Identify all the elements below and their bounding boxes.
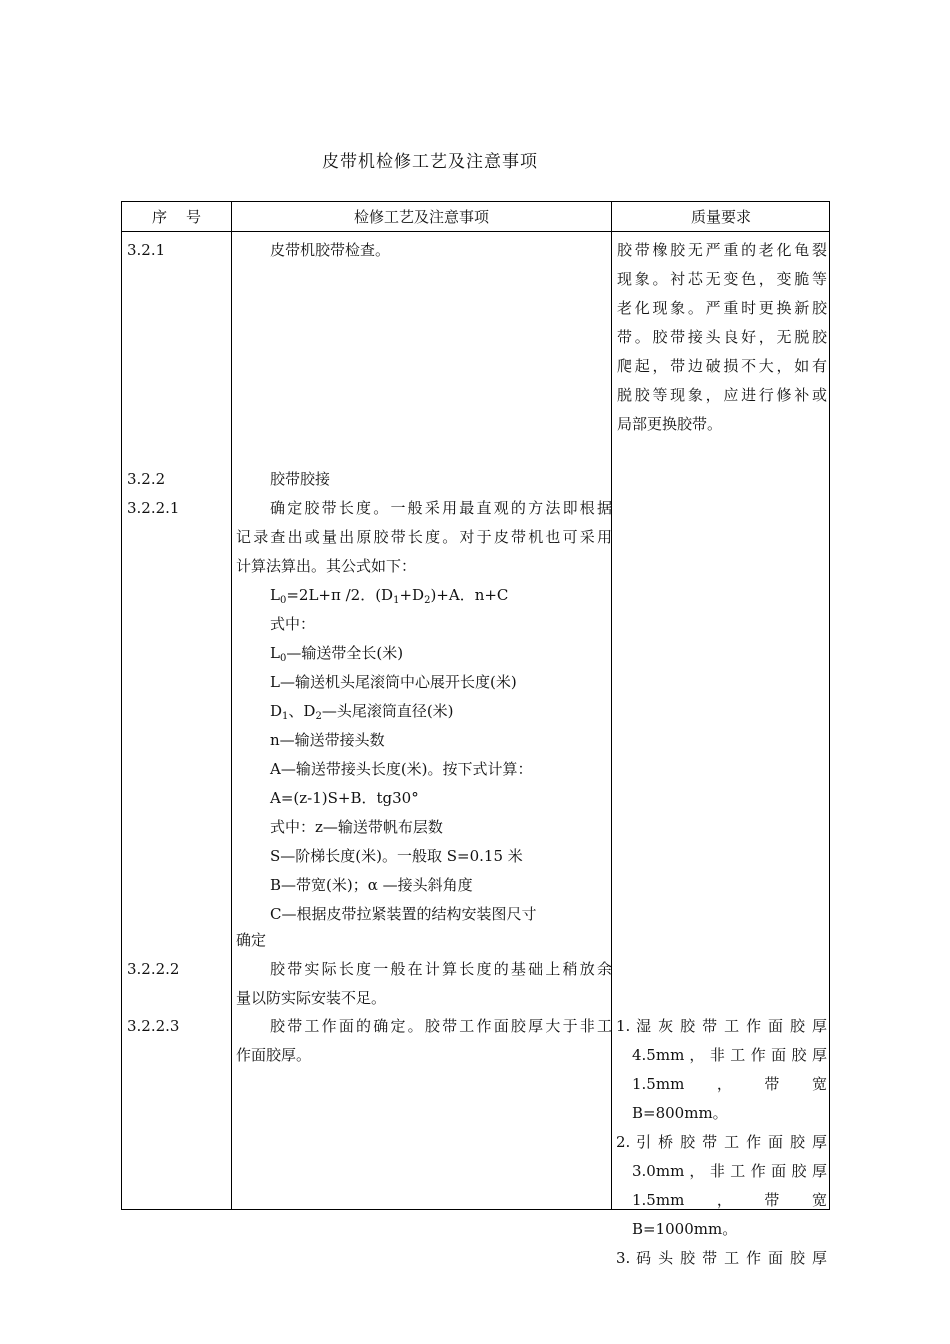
quality-requirement-list <box>616 1012 827 1273</box>
process-table <box>121 201 830 1267</box>
quality-line: 老化现象。严重时更换新胶 <box>617 299 827 317</box>
text-line: 确定 <box>236 931 267 949</box>
row-number: 3.2.2.1 <box>127 499 180 517</box>
column-divider <box>231 202 232 1209</box>
definition-l0: $L_0—$输送带全长(米) <box>270 644 404 664</box>
page-title: 皮带机检修工艺及注意事项 <box>322 152 538 172</box>
row-number: 3.2.2.2 <box>127 960 180 978</box>
quality-line: 4.5mm ， 非 工 作 面 胶 厚 <box>632 1046 827 1064</box>
definition-n: n—输送带接头数 <box>270 731 385 749</box>
quality-item: 2. 引 桥 胶 带 工 作 面 胶 厚 <box>616 1133 827 1151</box>
quality-requirement <box>617 236 827 439</box>
quality-line: 胶带橡胶无严重的老化龟裂 <box>617 241 827 259</box>
header-process: 检修工艺及注意事项 <box>353 208 489 226</box>
formula-joint: A=(z-1)S+B．tg30° <box>270 789 419 807</box>
header-quality: 质量要求 <box>690 208 751 226</box>
text-line: 作面胶厚。 <box>236 1046 312 1064</box>
row-text: 皮带机胶带检查。 <box>270 241 391 259</box>
formula-length: $L_0=2L+\pi$ /2．$(D_1+D_2)+A$．n+C <box>270 586 509 606</box>
row-number: 3.2.2.3 <box>127 1017 180 1035</box>
text-line: 量以防实际安装不足。 <box>236 989 387 1007</box>
text-line: 式中： <box>270 615 316 633</box>
text-line: 胶带实际长度一般在计算长度的基础上稍放余 <box>270 960 612 978</box>
row-text-block <box>236 955 612 1013</box>
quality-item: 1. 湿 灰 胶 带 工 作 面 胶 厚 <box>616 1017 827 1035</box>
row-text: 胶带胶接 <box>270 470 331 488</box>
quality-line: 3.0mm ， 非 工 作 面 胶 厚 <box>632 1162 827 1180</box>
row-number: 3.2.2 <box>127 470 166 488</box>
quality-line: 1.5mm，带宽 B=800mm。 <box>632 1075 827 1122</box>
quality-line: 现象。衬芯无变色，变脆等 <box>617 270 827 288</box>
definition-s: S—阶梯长度(米)。一般取 S=0.15 米 <box>270 847 523 865</box>
header-seq: 序 号 <box>151 208 202 226</box>
quality-line: 1.5mm，带宽 B=1000mm。 <box>632 1191 827 1238</box>
row-text-block <box>236 494 612 929</box>
definition-b: B—带宽(米)；α —接头斜角度 <box>270 876 473 894</box>
row-number: 3.2.1 <box>127 241 166 259</box>
definition-a: A—输送带接头长度(米)。按下式计算： <box>270 760 533 778</box>
text-line: 胶带工作面的确定。胶带工作面胶厚大于非工 <box>270 1017 612 1035</box>
text-line: 确定胶带长度。一般采用最直观的方法即根据 <box>270 499 612 517</box>
definition-l: L—输送机头尾滚筒中心展开长度(米) <box>270 673 517 691</box>
quality-line: 爬起，带边破损不大，如有 <box>617 357 827 375</box>
quality-line: 局部更换胶带。 <box>617 415 723 433</box>
text-line: 计算法算出。其公式如下： <box>236 557 417 575</box>
quality-line: 带。胶带接头良好，无脱胶 <box>617 328 827 346</box>
definition-z: 式中：z—输送带帆布层数 <box>270 818 443 836</box>
row-text-block <box>236 1012 612 1070</box>
quality-line: 脱胶等现象，应进行修补或 <box>617 386 827 404</box>
text-line: 记录查出或量出原胶带长度。对于皮带机也可采用 <box>236 528 612 546</box>
definition-c: C—根据皮带拉紧装置的结构安装图尺寸 <box>270 905 537 923</box>
definition-d: $D_1$、$D_2—$头尾滚筒直径(米) <box>270 702 454 722</box>
quality-item: 3. 码 头 胶 带 工 作 面 胶 厚 <box>616 1249 827 1267</box>
